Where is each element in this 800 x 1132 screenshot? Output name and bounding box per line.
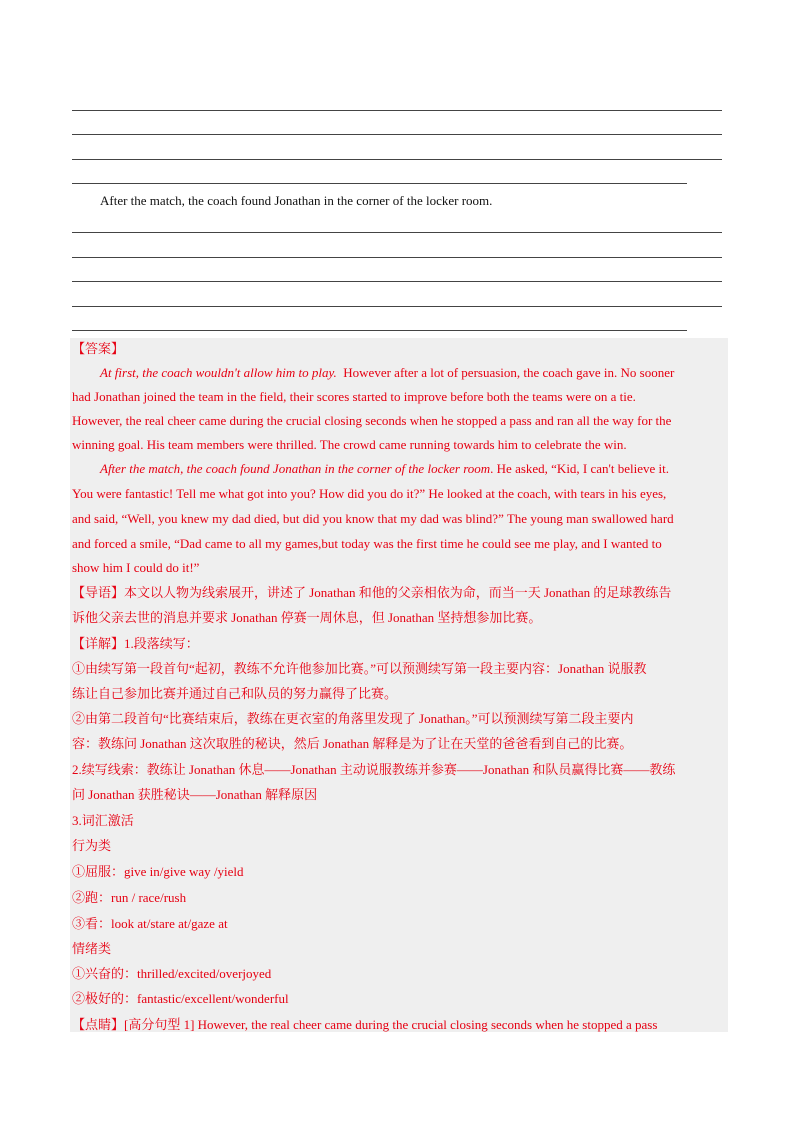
- p2-opening-sentence: After the match, the coach found Jonathan in the corner of the locker room: [100, 461, 491, 476]
- detail-line-5: 容：教练问 Jonathan 这次取胜的秘诀，然后 Jonathan 解释是为了让在天堂的爸爸看到自己的比赛。: [72, 736, 633, 751]
- clue-line-1: 2.续写线索：教练让 Jonathan 休息——Jonathan 主动说服教练并参赛——Jonathan 和队员赢得比赛——教练: [72, 762, 676, 777]
- action-item-1: ①屈服：give in/give way /yield: [72, 864, 244, 879]
- action-title: 行为类: [72, 838, 112, 853]
- writing-line[interactable]: [72, 232, 722, 233]
- writing-line[interactable]: [72, 183, 687, 184]
- vocab-title: 3.词汇激活: [72, 813, 134, 828]
- writing-line[interactable]: [72, 110, 722, 111]
- writing-line[interactable]: [72, 159, 722, 160]
- answer-p1-line-2: had Jonathan joined the team in the field, their scores started to improve before both the teams were on a tie.: [72, 389, 636, 404]
- answer-tag: 【答案】: [72, 341, 125, 356]
- writing-line[interactable]: [72, 306, 722, 307]
- writing-line[interactable]: [72, 134, 722, 135]
- answer-section: [70, 338, 728, 1032]
- clue-line-2: 问 Jonathan 获胜秘诀——Jonathan 解释原因: [72, 787, 318, 802]
- action-item-3: ③看：look at/stare at/gaze at: [72, 916, 228, 931]
- emotion-item-2: ②极好的：fantastic/excellent/wonderful: [72, 991, 289, 1006]
- action-item-2: ②跑：run / race/rush: [72, 890, 187, 905]
- emotion-item-1: ①兴奋的：thrilled/excited/overjoyed: [72, 966, 272, 981]
- highlight-line-1: 【点睛】[高分句型 1] However, the real cheer came during the crucial closing seconds when he stopped a pass: [72, 1017, 658, 1032]
- p2-line-1-rest: . He asked, “Kid, I can't believe it.: [490, 461, 670, 476]
- emotion-title: 情绪类: [72, 941, 112, 956]
- writing-line[interactable]: [72, 281, 722, 282]
- answer-p1-line-4: winning goal. His team members were thrilled. The crowd came running towards him to celebrate the win.: [72, 437, 627, 452]
- answer-p2-line-5: show him I could do it!”: [72, 560, 200, 575]
- writing-line[interactable]: [72, 257, 722, 258]
- p1-line-1-rest: However after a lot of persuasion, the coach gave in. No sooner: [343, 365, 675, 380]
- p1-opening-sentence: At first, the coach wouldn't allow him to play.: [100, 365, 337, 380]
- answer-p1-line-1: [100, 364, 674, 382]
- answer-p2-line-4: and forced a smile, “Dad came to all my games,but today was the first time he could see me play, and I wanted to: [72, 536, 662, 551]
- answer-p2-line-1: [100, 460, 669, 478]
- detail-line-4: ②由第二段首句“比赛结束后，教练在更衣室的角落里发现了 Jonathan。”可以预测续写第二段主要内: [72, 711, 634, 726]
- writing-line[interactable]: [72, 330, 687, 331]
- answer-p2-line-3: and said, “Well, you knew my dad died, but did you know that my dad was blind?” The young man swallowed hard: [72, 511, 674, 526]
- intro-line-1: 【导语】本文以人物为线索展开，讲述了 Jonathan 和他的父亲相依为命，而当一天 Jonathan 的足球教练告: [72, 585, 672, 600]
- detail-line-2: ①由续写第一段首句“起初，教练不允许他参加比赛。”可以预测续写第一段主要内容：Jonathan 说服教: [72, 661, 647, 676]
- intro-line-2: 诉他父亲去世的消息并要求 Jonathan 停赛一周休息，但 Jonathan 坚持想参加比赛。: [72, 610, 542, 625]
- detail-line-1: 【详解】1.段落续写：: [72, 636, 199, 651]
- detail-line-3: 练让自己参加比赛并通过自己和队员的努力赢得了比赛。: [72, 686, 398, 701]
- answer-p1-line-3: However, the real cheer came during the crucial closing seconds when he stopped a pass and ran all the way for the: [72, 413, 672, 428]
- paragraph-start-prompt: After the match, the coach found Jonathan in the corner of the locker room.: [100, 193, 493, 208]
- answer-p2-line-2: You were fantastic! Tell me what got into you? How did you do it?” He looked at the coach, with tears in his eyes,: [72, 486, 667, 501]
